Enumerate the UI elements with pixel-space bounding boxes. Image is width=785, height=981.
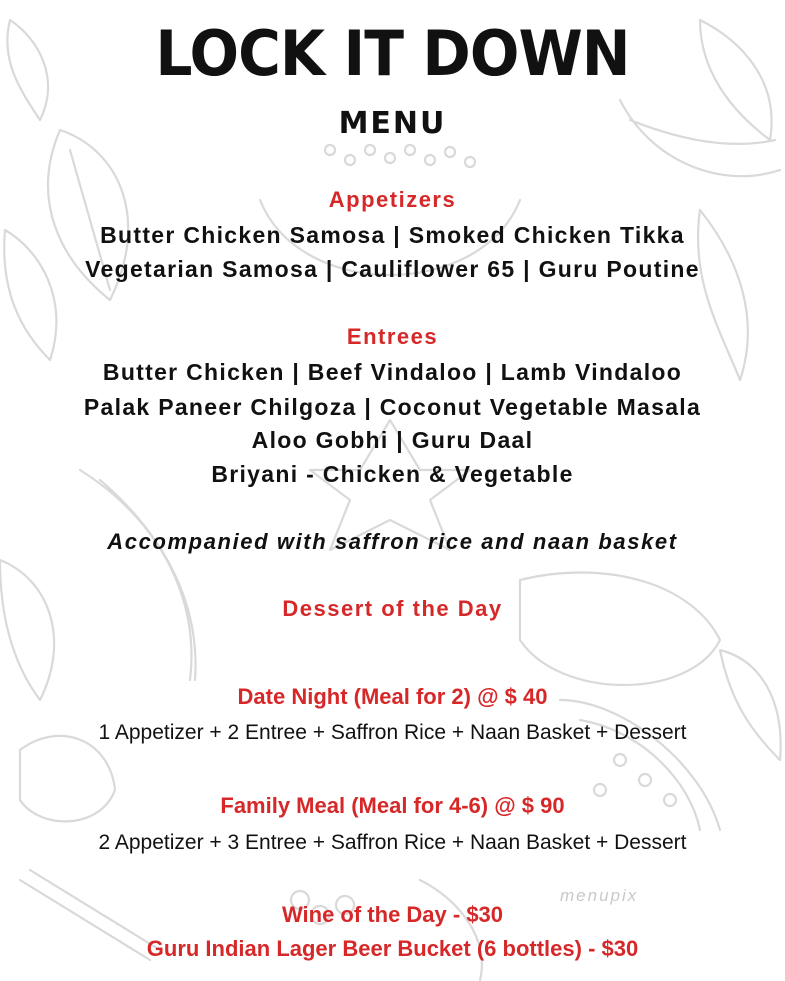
beer-bucket: Guru Indian Lager Beer Bucket (6 bottles) - $30 bbox=[146, 936, 639, 961]
accompaniment-note: Accompanied with saffron rice and naan basket bbox=[107, 529, 678, 554]
family-meal-heading: Family Meal (Meal for 4-6) @ $ 90 bbox=[220, 793, 565, 818]
entrees-line-3: Aloo Gobhi | Guru Daal bbox=[251, 427, 534, 453]
entrees-line-2: Palak Paneer Chilgoza | Coconut Vegetable Masala bbox=[83, 394, 702, 420]
dessert-heading: Dessert of the Day bbox=[282, 596, 503, 621]
family-meal-description: 2 Appetizer + 3 Entree + Saffron Rice + Naan Basket + Dessert bbox=[98, 831, 687, 854]
date-night-description: 1 Appetizer + 2 Entree + Saffron Rice + Naan Basket + Dessert bbox=[98, 721, 687, 744]
appetizers-line-1: Butter Chicken Samosa | Smoked Chicken Tikka bbox=[100, 222, 685, 248]
menupix-watermark: menupix bbox=[560, 886, 639, 905]
menu-subtitle: MENU bbox=[338, 106, 447, 141]
entrees-line-4: Briyani - Chicken & Vegetable bbox=[211, 461, 574, 487]
entrees-heading: Entrees bbox=[346, 324, 439, 349]
restaurant-title: LOCK IT DOWN bbox=[155, 17, 630, 90]
wine-of-the-day: Wine of the Day - $30 bbox=[281, 902, 504, 927]
appetizers-heading: Appetizers bbox=[328, 187, 457, 212]
entrees-line-1: Butter Chicken | Beef Vindaloo | Lamb Vindaloo bbox=[102, 359, 683, 385]
date-night-heading: Date Night (Meal for 2) @ $ 40 bbox=[237, 684, 548, 709]
appetizers-line-2: Vegetarian Samosa | Cauliflower 65 | Guru Poutine bbox=[85, 256, 700, 282]
